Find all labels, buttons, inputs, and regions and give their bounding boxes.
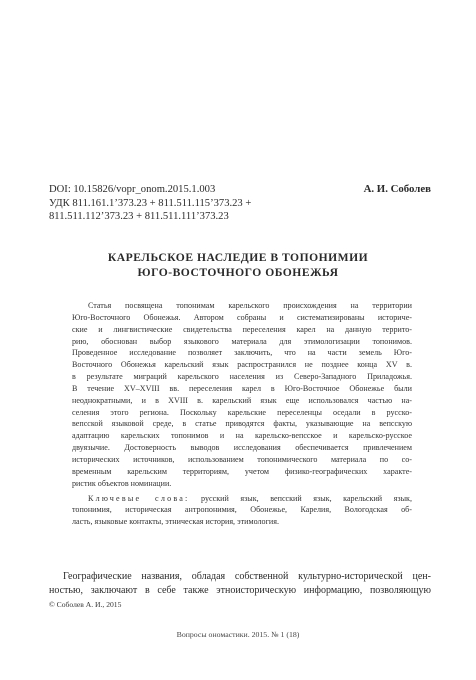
abstract-line: Юго-Восточного Обонежья. Автором собраны и систематизированы историче- xyxy=(72,312,412,322)
abstract-line: ские и лингвистические свидетельства переселения карел на данную террито- xyxy=(72,324,412,334)
abstract-line: Проведенное исследование позволяет заключить, что на части земель Юго- xyxy=(72,348,412,358)
abstract-line: Восточного Обонежья карельский язык распространился не позднее конца XV в. xyxy=(72,360,412,370)
copyright: © Соболев А. И., 2015 xyxy=(49,600,122,609)
abstract-line: вепсской языковой среде, в статье приводятся факты, указывающие на вепсскую xyxy=(72,419,412,429)
abstract-line: адаптацию карельских топонимов и на карельско-вепсское и карельско-русское xyxy=(72,431,412,441)
abstract-line: В течение XV–XVIII вв. переселения карел в Юго-Восточное Обонежье были xyxy=(72,383,412,393)
abstract-line: селения этого региона. Поскольку карельские переселенцы оседали в русско- xyxy=(72,407,412,417)
abstract-line: рию, обоснован выбор языкового материала для этимологизации топонимов. xyxy=(72,336,412,346)
keywords-line xyxy=(72,493,412,505)
keywords-line: ласть, языковые контакты, этническая история, этимология. xyxy=(72,517,279,527)
article-metadata xyxy=(49,183,431,224)
abstract-line: неоднократными, и в XVIII в. карельский язык еще использовался частью на- xyxy=(72,395,412,405)
body-line: Географические названия, обладая собственной культурно-исторической цен- xyxy=(63,571,431,582)
keywords-text: русский язык, вепсский язык, карельский язык, xyxy=(201,493,412,503)
abstract-line: исторических источников, использованием топонимического материала по со- xyxy=(72,454,412,464)
page-footer: Вопросы ономастики. 2015. № 1 (18) xyxy=(176,630,300,639)
article-title xyxy=(60,250,416,280)
keywords-label: Ключевые слова: xyxy=(88,493,190,503)
abstract xyxy=(72,300,412,528)
body-text xyxy=(49,570,431,598)
abstract-line: временным карельским территориям, учетом физико-географических характе- xyxy=(72,466,412,476)
udk-line-1: УДК 811.161.1’373.23 + 811.511.115’373.23 + xyxy=(49,197,252,209)
keywords xyxy=(72,493,412,529)
abstract-line: Статья посвящена топонимам карельского происхождения на территории xyxy=(88,301,412,310)
abstract-line: ристик объектов номинации. xyxy=(72,478,172,488)
doi-line: DOI: 10.15826/vopr_onom.2015.1.003 xyxy=(49,184,216,195)
title-line-1: КАРЕЛЬСКОЕ НАСЛЕДИЕ В ТОПОНИМИИ xyxy=(107,251,369,264)
abstract-line: двуязычие. Достоверность выводов исследования обеспечивается привлечением xyxy=(72,443,412,453)
title-line-2: ЮГО-ВОСТОЧНОГО ОБОНЕЖЬЯ xyxy=(137,266,339,279)
abstract-line: в результате миграций карельского населения из Северо-Западного Приладожья. xyxy=(72,372,412,382)
udk-line-2: 811.511.112’373.23 + 811.511.111’373.23 xyxy=(49,211,229,222)
keywords-line: топонимия, историческая антропонимия, Обонежье, Карелия, Вологодская об- xyxy=(72,505,412,515)
author-name: А. И. Соболев xyxy=(363,183,431,195)
body-line: ностью, заключают в себе также этноисторическую информацию, позволяющую xyxy=(49,585,431,597)
